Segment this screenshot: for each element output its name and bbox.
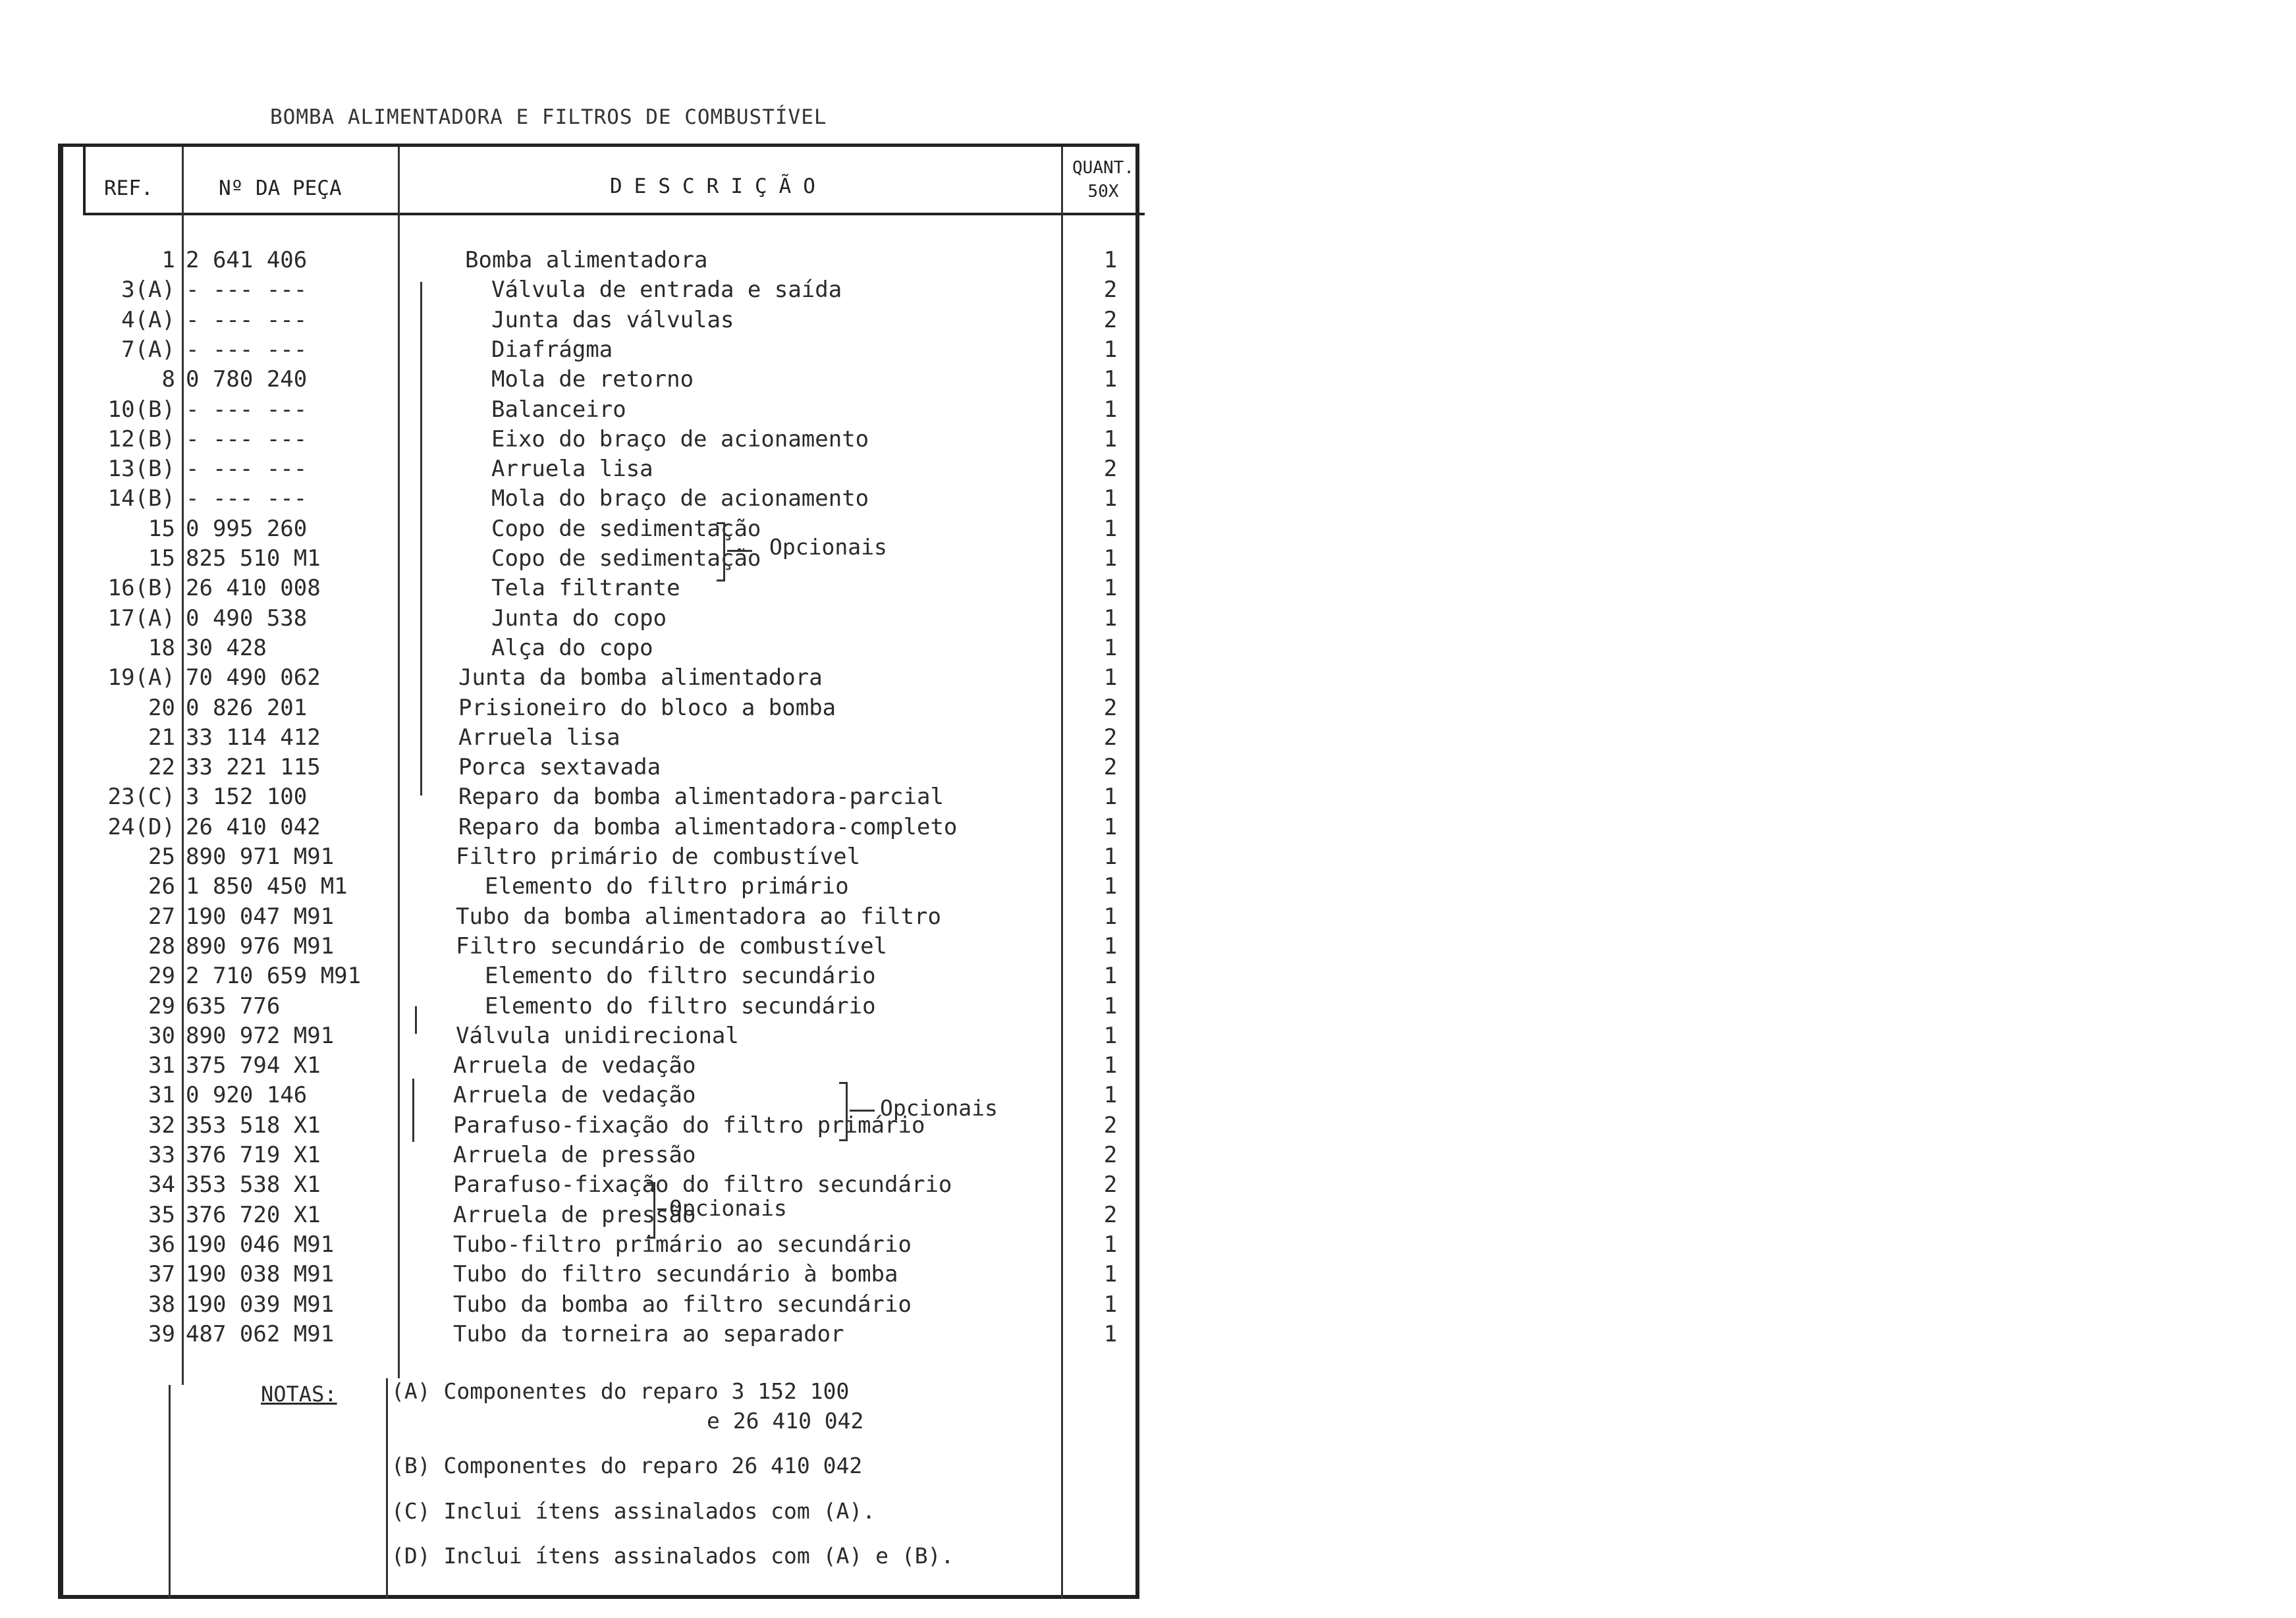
part-number-cell: 33 114 412 [186, 724, 321, 751]
optional-bracket-filter [839, 1082, 848, 1141]
table-row [63, 663, 1145, 693]
quantity-cell: 2 [1103, 1142, 1118, 1168]
part-number-cell: 30 428 [186, 635, 267, 661]
header-part-number: Nº DA PEÇA [219, 176, 342, 200]
part-number-cell: 2 710 659 M91 [186, 963, 362, 989]
table-row [63, 872, 1145, 902]
part-number-cell: 0 826 201 [186, 695, 308, 721]
ref-cell: 28 [148, 933, 175, 959]
table-row [63, 1230, 1145, 1260]
ref-cell: 27 [148, 903, 175, 930]
description-cell: Mola do braço de acionamento [491, 485, 869, 512]
ref-cell: 18 [148, 635, 175, 661]
ref-cell: 15 [148, 545, 175, 572]
part-number-cell: - --- --- [186, 307, 308, 333]
column-divider-part-notes [386, 1378, 388, 1599]
table-row [63, 1200, 1145, 1230]
column-divider-ref-notes [169, 1385, 171, 1599]
table-row [63, 454, 1145, 484]
quantity-cell: 1 [1103, 933, 1118, 959]
optional-bracket-arruela [647, 1182, 655, 1239]
part-number-cell: - --- --- [186, 485, 308, 512]
description-cell: Tubo-filtro primário ao secundário [453, 1231, 912, 1258]
ref-cell: 7(A) [121, 337, 175, 363]
group-bracket-pump-components [420, 282, 422, 796]
description-cell: Alça do copo [491, 635, 653, 661]
header-quantity-multiplier: 50X [1087, 182, 1119, 202]
table-row [63, 782, 1145, 812]
quantity-cell: 2 [1103, 1172, 1118, 1198]
description-cell: Parafuso-fixação do filtro primário [453, 1112, 925, 1139]
quantity-cell: 1 [1103, 1052, 1118, 1079]
ref-cell: 34 [148, 1172, 175, 1198]
ref-cell: 15 [148, 516, 175, 542]
description-cell: Arruela de vedação [453, 1052, 696, 1079]
table-row [63, 365, 1145, 394]
header-quantity-label: QUANT. [1072, 158, 1134, 178]
ref-cell: 37 [148, 1261, 175, 1287]
description-cell: Copo de sedimentação [491, 545, 761, 572]
part-number-cell: 376 720 X1 [186, 1202, 321, 1228]
ref-cell: 29 [148, 963, 175, 989]
header-rule [83, 213, 1145, 215]
table-row [63, 425, 1145, 454]
description-cell: Elemento do filtro primário [485, 873, 849, 900]
table-row [63, 902, 1145, 932]
table-row [63, 842, 1145, 872]
ref-cell: 4(A) [121, 307, 175, 333]
ref-cell: 31 [148, 1052, 175, 1079]
quantity-cell: 1 [1103, 485, 1118, 512]
ref-cell: 35 [148, 1202, 175, 1228]
description-cell: Filtro secundário de combustível [456, 933, 888, 959]
quantity-cell: 2 [1103, 1202, 1118, 1228]
part-number-cell: 375 794 X1 [186, 1052, 321, 1079]
table-row [63, 335, 1145, 365]
quantity-cell: 1 [1103, 784, 1118, 810]
table-row [63, 1051, 1145, 1081]
quantity-cell: 2 [1103, 754, 1118, 780]
ref-cell: 20 [148, 695, 175, 721]
ref-cell: 36 [148, 1231, 175, 1258]
description-cell: Tubo do filtro secundário à bomba [453, 1261, 898, 1287]
group-bracket-primary-filter [415, 1006, 417, 1034]
quantity-cell: 1 [1103, 545, 1118, 572]
description-cell: Reparo da bomba alimentadora-parcial [458, 784, 944, 810]
part-number-cell: 190 046 M91 [186, 1231, 335, 1258]
description-cell: Copo de sedimentação [491, 516, 761, 542]
header-left-edge [83, 145, 86, 215]
description-cell: Arruela de pressão [453, 1142, 696, 1168]
part-number-cell: 190 038 M91 [186, 1261, 335, 1287]
header-description: DESCRIÇÃO [610, 175, 827, 198]
part-number-cell: 0 920 146 [186, 1082, 308, 1108]
description-cell: Bomba alimentadora [465, 247, 708, 273]
ref-cell: 14(B) [107, 485, 175, 512]
quantity-cell: 1 [1103, 1321, 1118, 1347]
part-number-cell: - --- --- [186, 426, 308, 452]
table-row [63, 753, 1145, 782]
quantity-cell: 1 [1103, 426, 1118, 452]
optional-bracket-copo [717, 522, 725, 581]
quantity-cell: 1 [1103, 963, 1118, 989]
description-cell: Arruela lisa [491, 456, 653, 482]
description-cell: Arruela de pressão [453, 1202, 696, 1228]
table-row [63, 306, 1145, 335]
table-row [63, 1260, 1145, 1289]
ref-cell: 30 [148, 1023, 175, 1049]
description-cell: Válvula unidirecional [456, 1023, 739, 1049]
quantity-cell: 2 [1103, 695, 1118, 721]
part-number-cell: 0 490 538 [186, 605, 308, 632]
ref-cell: 38 [148, 1291, 175, 1318]
part-number-cell: - --- --- [186, 396, 308, 423]
quantity-cell: 1 [1103, 635, 1118, 661]
ref-cell: 24(D) [107, 814, 175, 840]
table-row [63, 992, 1145, 1021]
table-row [63, 246, 1145, 275]
quantity-cell: 1 [1103, 516, 1118, 542]
table-row [63, 634, 1145, 663]
description-cell: Prisioneiro do bloco a bomba [458, 695, 836, 721]
part-number-cell: 353 518 X1 [186, 1112, 321, 1139]
table-row [63, 275, 1145, 305]
table-row [63, 514, 1145, 544]
quantity-cell: 2 [1103, 456, 1118, 482]
part-number-cell: 26 410 008 [186, 575, 321, 601]
description-cell: Elemento do filtro secundário [485, 993, 876, 1019]
quantity-cell: 1 [1103, 247, 1118, 273]
quantity-cell: 1 [1103, 1023, 1118, 1049]
note-b: (B) Componentes do reparo 26 410 042 [391, 1453, 863, 1478]
part-number-cell: 376 719 X1 [186, 1142, 321, 1168]
description-cell: Arruela de vedação [453, 1082, 696, 1108]
ref-cell: 21 [148, 724, 175, 751]
description-cell: Junta da bomba alimentadora [458, 664, 823, 691]
optional-tick-filter [850, 1110, 875, 1112]
description-cell: Junta das válvulas [491, 307, 734, 333]
note-a-line2: e 26 410 042 [707, 1408, 864, 1434]
quantity-cell: 1 [1103, 337, 1118, 363]
description-cell: Filtro primário de combustível [456, 844, 861, 870]
quantity-cell: 1 [1103, 844, 1118, 870]
ref-cell: 26 [148, 873, 175, 900]
table-row [63, 1170, 1145, 1200]
ref-cell: 25 [148, 844, 175, 870]
table-row [63, 723, 1145, 753]
group-bracket-secondary-filter [412, 1079, 414, 1142]
quantity-cell: 2 [1103, 1112, 1118, 1139]
quantity-cell: 1 [1103, 605, 1118, 632]
quantity-cell: 2 [1103, 277, 1118, 303]
description-cell: Válvula de entrada e saída [491, 277, 842, 303]
part-number-cell: 635 776 [186, 993, 281, 1019]
part-number-cell: - --- --- [186, 277, 308, 303]
part-number-cell: - --- --- [186, 337, 308, 363]
part-number-cell: 890 972 M91 [186, 1023, 335, 1049]
part-number-cell: 353 538 X1 [186, 1172, 321, 1198]
optional-label-copo: Opcionais [769, 534, 887, 560]
part-number-cell: 190 039 M91 [186, 1291, 335, 1318]
header-ref: REF. [104, 176, 153, 200]
description-cell: Tela filtrante [491, 575, 680, 601]
quantity-cell: 1 [1103, 903, 1118, 930]
optional-label-filter: Opcionais [880, 1095, 998, 1121]
quantity-cell: 1 [1103, 873, 1118, 900]
notes-label: NOTAS: [261, 1382, 337, 1407]
table-row [63, 1290, 1145, 1320]
ref-cell: 33 [148, 1142, 175, 1168]
page-title: BOMBA ALIMENTADORA E FILTROS DE COMBUSTÍVEL [270, 105, 827, 129]
quantity-cell: 1 [1103, 1231, 1118, 1258]
part-number-cell: 33 221 115 [186, 754, 321, 780]
ref-cell: 23(C) [107, 784, 175, 810]
part-number-cell: 2 641 406 [186, 247, 308, 273]
part-number-cell: 190 047 M91 [186, 903, 335, 930]
ref-cell: 3(A) [121, 277, 175, 303]
table-row [63, 813, 1145, 842]
description-cell: Reparo da bomba alimentadora-completo [458, 814, 958, 840]
quantity-cell: 1 [1103, 1261, 1118, 1287]
quantity-cell: 1 [1103, 396, 1118, 423]
quantity-cell: 1 [1103, 575, 1118, 601]
parts-table [58, 144, 1139, 1599]
quantity-cell: 1 [1103, 1291, 1118, 1318]
ref-cell: 17(A) [107, 605, 175, 632]
part-number-cell: 3 152 100 [186, 784, 308, 810]
note-a-line1: (A) Componentes do reparo 3 152 100 [391, 1378, 850, 1404]
optional-label-arruela: Opcionais [669, 1195, 787, 1221]
table-row [63, 395, 1145, 425]
part-number-cell: 1 850 450 M1 [186, 873, 348, 900]
optional-tick-copo [727, 550, 752, 552]
part-number-cell: 890 976 M91 [186, 933, 335, 959]
quantity-cell: 1 [1103, 664, 1118, 691]
quantity-cell: 1 [1103, 366, 1118, 392]
description-cell: Balanceiro [491, 396, 626, 423]
description-cell: Tubo da torneira ao separador [453, 1321, 844, 1347]
description-cell: Tubo da bomba alimentadora ao filtro [456, 903, 941, 930]
part-number-cell: 26 410 042 [186, 814, 321, 840]
table-row [63, 484, 1145, 514]
table-row [63, 1320, 1145, 1349]
description-cell: Arruela lisa [458, 724, 620, 751]
ref-cell: 31 [148, 1082, 175, 1108]
note-d: (D) Inclui ítens assinalados com (A) e (B). [391, 1543, 954, 1569]
description-cell: Mola de retorno [491, 366, 694, 392]
quantity-cell: 1 [1103, 814, 1118, 840]
ref-cell: 1 [161, 247, 175, 273]
table-row [63, 544, 1145, 574]
table-row [63, 1141, 1145, 1170]
ref-cell: 22 [148, 754, 175, 780]
table-row [63, 693, 1145, 723]
table-row [63, 961, 1145, 991]
ref-cell: 29 [148, 993, 175, 1019]
part-number-cell: 487 062 M91 [186, 1321, 335, 1347]
ref-cell: 13(B) [107, 456, 175, 482]
optional-tick-arruela [657, 1208, 667, 1210]
quantity-cell: 1 [1103, 1082, 1118, 1108]
quantity-cell: 2 [1103, 724, 1118, 751]
part-number-cell: 0 995 260 [186, 516, 308, 542]
ref-cell: 12(B) [107, 426, 175, 452]
part-number-cell: 890 971 M91 [186, 844, 335, 870]
ref-cell: 19(A) [107, 664, 175, 691]
part-number-cell: 0 780 240 [186, 366, 308, 392]
part-number-cell: 70 490 062 [186, 664, 321, 691]
quantity-cell: 2 [1103, 307, 1118, 333]
quantity-cell: 1 [1103, 993, 1118, 1019]
table-row [63, 1021, 1145, 1051]
description-cell: Elemento do filtro secundário [485, 963, 876, 989]
description-cell: Eixo do braço de acionamento [491, 426, 869, 452]
part-number-cell: - --- --- [186, 456, 308, 482]
ref-cell: 16(B) [107, 575, 175, 601]
ref-cell: 32 [148, 1112, 175, 1139]
ref-cell: 39 [148, 1321, 175, 1347]
note-c: (C) Inclui ítens assinalados com (A). [391, 1498, 876, 1524]
description-cell: Junta do copo [491, 605, 667, 632]
table-row [63, 604, 1145, 634]
ref-cell: 8 [161, 366, 175, 392]
description-cell: Diafrágma [491, 337, 613, 363]
description-cell: Porca sextavada [458, 754, 661, 780]
description-cell: Parafuso-fixação do filtro secundário [453, 1172, 952, 1198]
ref-cell: 10(B) [107, 396, 175, 423]
table-row [63, 574, 1145, 603]
part-number-cell: 825 510 M1 [186, 545, 321, 572]
table-row [63, 932, 1145, 961]
header-quantity [1063, 156, 1143, 203]
description-cell: Tubo da bomba ao filtro secundário [453, 1291, 912, 1318]
